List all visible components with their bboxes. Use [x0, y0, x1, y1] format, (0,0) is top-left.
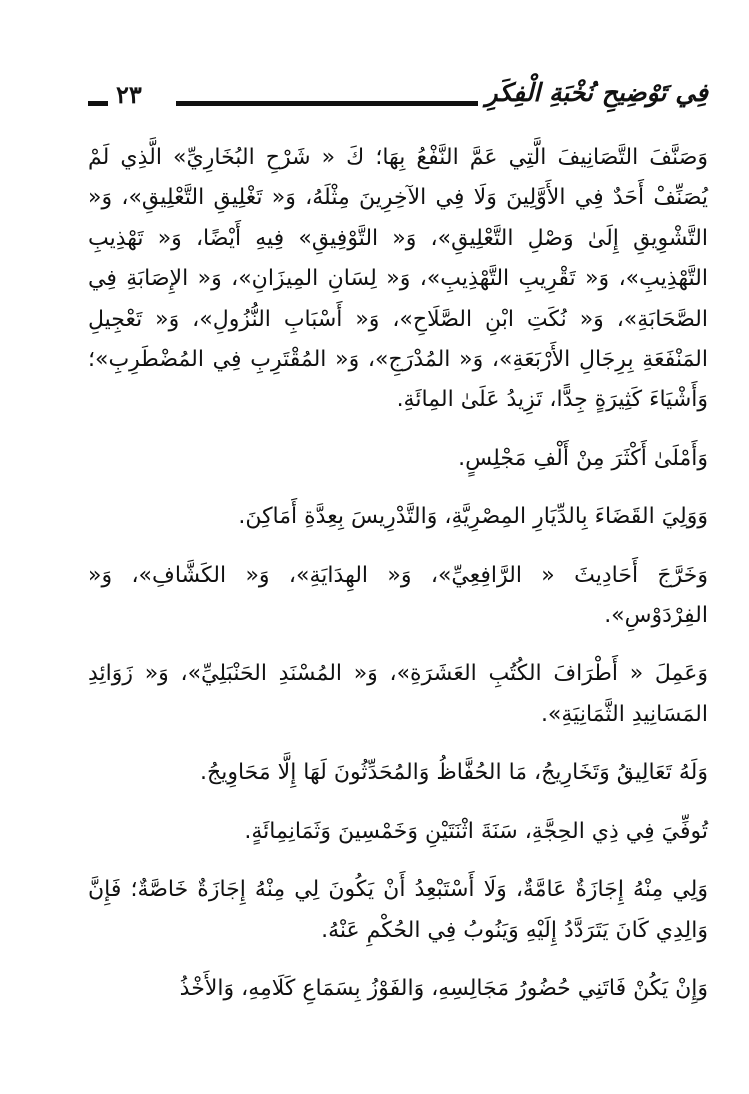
- body-text: [88, 138, 708, 1009]
- running-header: [88, 78, 708, 118]
- page-number-dash: [88, 101, 108, 106]
- paragraph-takhrij: وَخَرَّجَ أَحَادِيثَ « الرَّافِعِيِّ»، وَ« الهِدَايَةِ»، وَ« الكَشَّافِ»، وَ« الفِرْدَوْسِ».: [88, 562, 708, 629]
- running-title: فِي تَوْضِيحِ نُخْبَةِ الْفِكَرِ: [485, 78, 708, 107]
- paragraph-ijaza: وَلِي مِنْهُ إِجَازَةٌ عَامَّةٌ، وَلَا أَسْتَبْعِدُ أَنْ يَكُونَ لِي مِنْهُ إِجَازَةٌ خَاصَّةٌ؛ فَإِنَّ وَالِدِي كَانَ يَتَرَدَّدُ إِلَيْهِ وَيَنُوبُ فِي الحُكْمِ عَنْهُ.: [88, 877, 708, 943]
- paragraph-death: تُوفِّيَ فِي ذِي الحِجَّةِ، سَنَةَ اثْنَتَيْنِ وَخَمْسِينَ وَثَمَانِمِائَةٍ.: [244, 818, 708, 844]
- paragraph-atraf: وَعَمِلَ « أَطْرَافَ الكُتُبِ العَشَرَةِ»، وَ« المُسْنَدِ الحَنْبَلِيِّ»، وَ« زَوَائِدِ المَسَانِيدِ الثَّمَانِيَةِ».: [88, 661, 708, 727]
- paragraph-taaliq: وَلَهُ تَعَالِيقُ وَتَخَارِيجُ، مَا الحُفَّاظُ وَالمُحَدِّثُونَ لَهَا إِلَّا مَحَاوِيجُ.: [200, 760, 708, 786]
- paragraph-continuation: وَإِنْ يَكُنْ فَاتَنِي حُضُورُ مَجَالِسِهِ، وَالفَوْزُ بِسَمَاعِ كَلَامِهِ، وَالأَخْذُ: [179, 975, 708, 1001]
- paragraph-dictation: وَأَمْلَىٰ أَكْثَرَ مِنْ أَلْفِ مَجْلِسٍ.: [458, 445, 708, 471]
- page-number: ٢٣: [116, 80, 142, 109]
- paragraph-works: وَصَنَّفَ التَّصَانِيفَ الَّتِي عَمَّ النَّفْعُ بِهَا؛ كَ « شَرْحِ البُخَارِيِّ» الَّذِي لَمْ يُصَنِّفْ أَحَدٌ فِي الأَوَّلِينَ وَلَا فِي الآخِرِينَ مِثْلَهُ، وَ« تَغْلِيقِ التَّعْلِيقِ»، وَ« التَّشْوِيقِ إِلَىٰ وَصْلِ التَّعْلِيقِ»، وَ« التَّوْفِيقِ» فِيهِ أَيْضًا، وَ« تَهْذِيبِ التَّهْذِيبِ»، وَ« تَقْرِيبِ التَّهْذِيبِ»، وَ« لِسَانِ المِيزَانِ»، وَ« الإِصَابَةِ فِي الصَّحَابَةِ»، وَ« نُكَتِ ابْنِ الصَّلَاحِ»، وَ« أَسْبَابِ النُّزُولِ»، وَ« تَعْجِيلِ المَنْفَعَةِ بِرِجَالِ الأَرْبَعَةِ»، وَ« المُدْرَجِ»، وَ« المُقْتَرِبِ فِي المُضْطَرِبِ»؛ وَأَشْيَاءَ كَثِيرَةٍ جِدًّا، تَزِيدُ عَلَىٰ المِائَةِ.: [88, 145, 708, 413]
- paragraph-judiciary: وَوَلِيَ القَضَاءَ بِالدِّيَارِ المِصْرِيَّةِ، وَالتَّدْرِيسَ بِعِدَّةِ أَمَاكِنَ.: [238, 504, 708, 530]
- header-rule: [176, 101, 478, 106]
